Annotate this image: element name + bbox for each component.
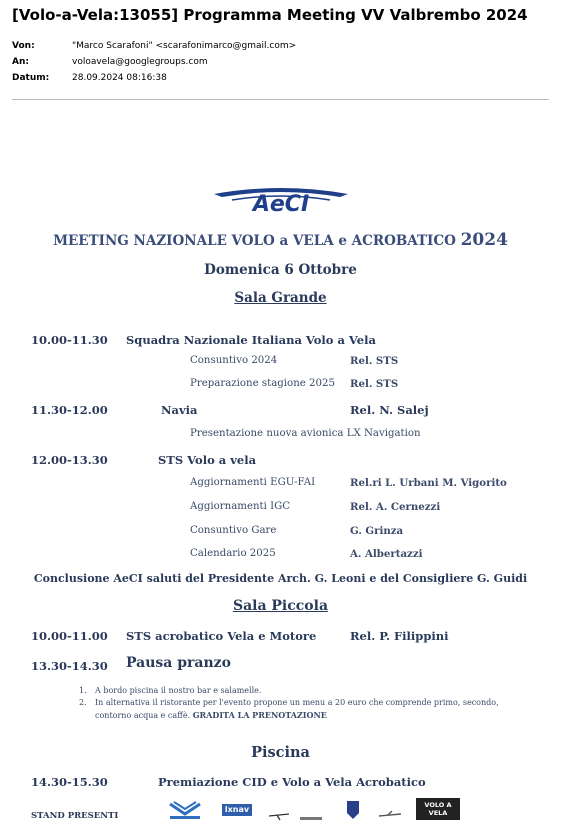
volo-a-vela-logo: VOLO A VELA (416, 798, 460, 820)
sub-item: Consuntivo Gare (190, 525, 277, 536)
sub-item: Preparazione stagione 2025 (190, 378, 335, 389)
stand-label: STAND PRESENTI (31, 811, 119, 821)
from-label: Von: (12, 41, 35, 51)
piccola-title: STS acrobatico Vela e Motore (126, 629, 317, 643)
event-date: Domenica 6 Ottobre (204, 262, 357, 278)
sub-rel: Rel.ri L. Urbani M. Vigorito (350, 477, 507, 489)
block-time: 10.00-11.30 (31, 333, 108, 347)
sub-item: Presentazione nuova avionica LX Navigation (190, 428, 421, 439)
sala-grande-heading: Sala Grande (234, 290, 327, 306)
sub-rel: A. Albertazzi (350, 548, 423, 560)
from-value[interactable]: "Marco Scarafoni" <scarafonimarco@gmail.com> (72, 41, 297, 51)
svg-text:AeCI: AeCI (252, 192, 310, 214)
sub-rel: G. Grinza (350, 525, 404, 537)
piscina-time: 14.30-15.30 (31, 775, 108, 789)
meeting-title-year: 2024 (460, 230, 508, 250)
piccola-time: 10.00-11.00 (31, 629, 108, 643)
plane-logo (378, 805, 402, 824)
date-label: Datum: (12, 73, 50, 83)
block-title: STS Volo a vela (158, 453, 257, 467)
sala-piccola-heading: Sala Piccola (232, 598, 329, 614)
note-text: contorno acqua e caffè. (95, 711, 193, 720)
date-value: 28.09.2024 08:16:38 (72, 73, 167, 83)
piscina-heading: Piscina (251, 744, 310, 761)
sub-item: Consuntivo 2024 (190, 355, 278, 366)
crest-logo (346, 800, 360, 824)
block-title: Squadra Nazionale Italiana Volo a Vela (126, 333, 376, 347)
sub-item: Aggiornamenti EGU-FAI (190, 477, 316, 488)
pausa-title: Pausa pranzo (126, 655, 231, 671)
sub-rel: Rel. STS (350, 378, 399, 390)
block-title: Navia (161, 403, 198, 417)
pausa-time: 13.30-14.30 (31, 659, 108, 673)
block-time: 12.00-13.30 (31, 453, 108, 467)
sub-item: Calendario 2025 (190, 548, 276, 559)
sub-rel: Rel. N. Salej (350, 403, 429, 417)
glider-logo (268, 806, 290, 825)
note-text: A bordo piscina il nostro bar e salamelle. (95, 686, 262, 695)
note-number: 1. (79, 686, 87, 695)
small-text-logo (300, 808, 322, 827)
meeting-title-main: MEETING NAZIONALE VOLO a VELA e ACROBATICO (53, 233, 461, 249)
piscina-title: Premiazione CID e Volo a Vela Acrobatico (158, 775, 426, 789)
sub-rel: Rel. STS (350, 355, 399, 367)
sponsor-wave-logo (168, 800, 202, 824)
meeting-title (0, 230, 561, 250)
sub-item: Aggiornamenti IGC (190, 501, 291, 512)
note-text: In alternativa il ristorante per l'evento propone un menu a 20 euro che comprende primo, secondo, (95, 698, 499, 707)
to-label: An: (12, 57, 29, 67)
note-text-continued (95, 710, 327, 720)
email-subject: [Volo-a-Vela:13055] Programma Meeting VV Valbrembo 2024 (12, 6, 528, 24)
to-value[interactable]: voloavela@googlegroups.com (72, 57, 208, 67)
note-emphasis: GRADITA LA PRENOTAZIONE (192, 710, 327, 720)
piccola-rel: Rel. P. Filippini (350, 629, 449, 643)
conclusion-line: Conclusione AeCI saluti del Presidente Arch. G. Leoni e del Consigliere G. Guidi (33, 572, 528, 585)
sub-rel: Rel. A. Cernezzi (350, 501, 441, 513)
lxnav-logo: lxnav (222, 804, 252, 816)
note-number: 2. (79, 698, 87, 707)
aeci-logo (212, 180, 350, 214)
block-time: 11.30-12.00 (31, 403, 108, 417)
